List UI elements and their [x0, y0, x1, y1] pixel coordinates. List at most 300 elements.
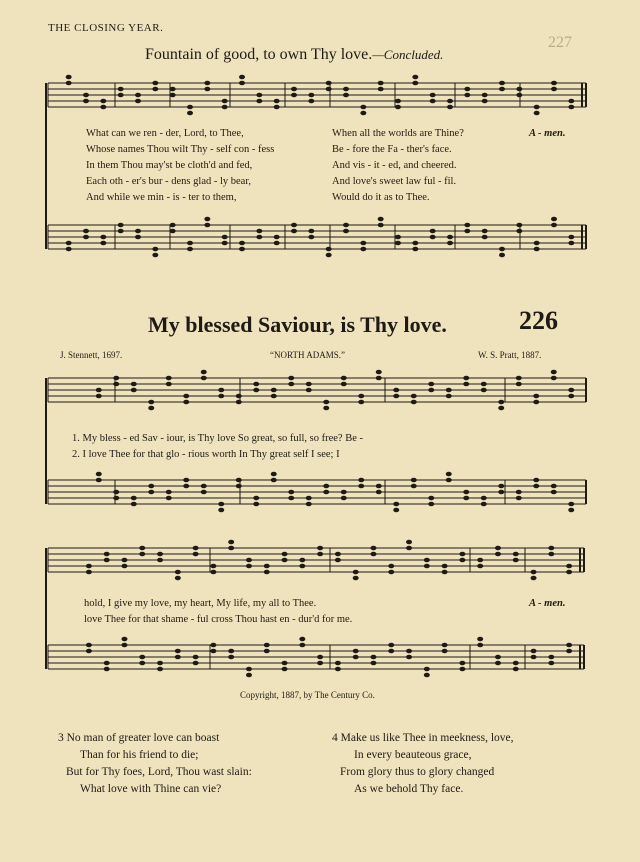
note-head [121, 637, 127, 642]
note-head [358, 478, 364, 483]
note-head [566, 564, 572, 569]
note-head [96, 478, 102, 483]
note-head [291, 87, 297, 92]
note-head [388, 570, 394, 575]
note-head [86, 643, 92, 648]
note-head [308, 229, 314, 234]
note-head [291, 229, 297, 234]
note-head [253, 388, 259, 393]
note-head [183, 484, 189, 489]
note-head [193, 546, 199, 551]
note-head [430, 93, 436, 98]
note-head [370, 661, 376, 666]
hymn1-lyric-line-1 [86, 128, 244, 139]
note-head [100, 235, 106, 240]
verse-4-line-2: In every beauteous grace, [354, 749, 472, 761]
note-head [353, 576, 359, 581]
hymn2-lyric-bottom-2: love Thee for that shame - ful cross Thou hast en - dur'd for me. [84, 614, 353, 625]
note-head [446, 394, 452, 399]
note-head [335, 552, 341, 557]
note-head [566, 570, 572, 575]
note-head [291, 223, 297, 228]
note-head [463, 382, 469, 387]
note-head [498, 400, 504, 405]
hymn2-composer: W. S. Pratt, 1887. [478, 350, 542, 360]
note-head [430, 229, 436, 234]
note-head [299, 643, 305, 648]
note-head [152, 253, 158, 258]
note-head [317, 546, 323, 551]
note-head [568, 508, 574, 513]
note-head [222, 99, 228, 104]
hymn2-lyric-top-1: 1. My bless - ed Sav - iour, is Thy love So great, so full, so free? Be - [72, 433, 364, 444]
note-head [317, 552, 323, 557]
verse-4-number: 4 [332, 732, 338, 744]
note-head [406, 546, 412, 551]
note-head [323, 400, 329, 405]
note-head [393, 388, 399, 393]
note-head [516, 490, 522, 495]
note-head [282, 661, 288, 666]
note-head [376, 484, 382, 489]
note-head [148, 490, 154, 495]
note-head [86, 649, 92, 654]
note-head [86, 570, 92, 575]
note-head [131, 388, 137, 393]
note-head [236, 484, 242, 489]
note-head [288, 376, 294, 381]
verse-4-line-3: From glory thus to glory changed [340, 766, 495, 778]
note-head [430, 235, 436, 240]
note-head [104, 667, 110, 672]
note-head [253, 502, 259, 507]
note-head [66, 81, 72, 86]
note-head [482, 93, 488, 98]
note-head [531, 649, 537, 654]
note-head [210, 564, 216, 569]
note-head [482, 99, 488, 104]
note-head [175, 570, 181, 575]
note-head [118, 87, 124, 92]
note-head [395, 99, 401, 104]
note-head [411, 400, 417, 405]
note-head [187, 241, 193, 246]
hymn1-l1a: What can we ren - der, Lord, to Thee, [86, 128, 244, 139]
note-head [100, 105, 106, 110]
note-head [222, 105, 228, 110]
note-head [288, 490, 294, 495]
note-head [498, 490, 504, 495]
note-head [513, 558, 519, 563]
note-head [551, 87, 557, 92]
note-head [239, 75, 245, 80]
note-head [412, 247, 418, 252]
note-head [495, 661, 501, 666]
note-head [459, 661, 465, 666]
note-head [481, 382, 487, 387]
note-head [204, 87, 210, 92]
note-head [378, 223, 384, 228]
note-head [446, 472, 452, 477]
note-head [353, 649, 359, 654]
note-head [323, 490, 329, 495]
note-head [446, 388, 452, 393]
note-head [228, 649, 234, 654]
note-head [121, 643, 127, 648]
note-head [341, 490, 347, 495]
note-head [256, 235, 262, 240]
note-head [210, 570, 216, 575]
note-head [236, 400, 242, 405]
note-head [447, 241, 453, 246]
note-head [464, 87, 470, 92]
note-head [533, 394, 539, 399]
note-head [131, 382, 137, 387]
note-head [534, 105, 540, 110]
note-head [135, 229, 141, 234]
note-head [463, 490, 469, 495]
note-head [533, 484, 539, 489]
note-head [360, 105, 366, 110]
note-head [412, 81, 418, 86]
note-head [335, 661, 341, 666]
note-head [360, 247, 366, 252]
note-head [157, 552, 163, 557]
note-head [121, 558, 127, 563]
hymn1-l5a: And while we min - is - ter to them, [86, 192, 237, 203]
note-head [343, 223, 349, 228]
note-head [113, 382, 119, 387]
note-head [201, 370, 207, 375]
note-head [306, 388, 312, 393]
note-head [566, 649, 572, 654]
note-head [376, 370, 382, 375]
note-head [516, 376, 522, 381]
note-head [534, 111, 540, 116]
note-head [551, 217, 557, 222]
note-head [291, 93, 297, 98]
note-head [428, 502, 434, 507]
note-head [306, 496, 312, 501]
note-head [406, 540, 412, 545]
note-head [360, 241, 366, 246]
note-head [187, 111, 193, 116]
note-head [424, 558, 430, 563]
hymn2-author: J. Stennett, 1697. [60, 350, 123, 360]
note-head [152, 87, 158, 92]
note-head [551, 370, 557, 375]
note-head [482, 235, 488, 240]
note-head [442, 570, 448, 575]
note-head [201, 490, 207, 495]
note-head [428, 496, 434, 501]
note-head [148, 400, 154, 405]
note-head [459, 558, 465, 563]
verse-3 [58, 730, 252, 798]
note-head [343, 229, 349, 234]
note-head [201, 484, 207, 489]
verse-4-line-1: Make us like Thee in meekness, love, [340, 732, 514, 744]
note-head [568, 105, 574, 110]
note-head [204, 223, 210, 228]
note-head [157, 667, 163, 672]
note-head [282, 552, 288, 557]
note-head [495, 546, 501, 551]
note-head [201, 376, 207, 381]
note-head [274, 235, 280, 240]
note-head [358, 400, 364, 405]
note-head [288, 382, 294, 387]
note-head [411, 478, 417, 483]
note-head [288, 496, 294, 501]
hymn1-lyric-line-5 [86, 192, 236, 203]
note-head [343, 93, 349, 98]
note-head [531, 570, 537, 575]
note-head [166, 376, 172, 381]
note-head [299, 637, 305, 642]
note-head [228, 540, 234, 545]
note-head [253, 382, 259, 387]
note-head [335, 558, 341, 563]
note-head [568, 99, 574, 104]
note-head [139, 546, 145, 551]
verse-3-line-1: No man of greater love can boast [66, 732, 220, 744]
note-head [548, 655, 554, 660]
note-head [271, 478, 277, 483]
note-head [246, 564, 252, 569]
note-head [274, 99, 280, 104]
note-head [424, 667, 430, 672]
note-head [464, 93, 470, 98]
note-head [370, 552, 376, 557]
note-head [464, 229, 470, 234]
note-head [175, 576, 181, 581]
note-head [323, 406, 329, 411]
note-head [135, 93, 141, 98]
note-head [326, 247, 332, 252]
note-head [568, 388, 574, 393]
note-head [393, 508, 399, 513]
note-head [463, 376, 469, 381]
note-head [100, 241, 106, 246]
note-head [271, 472, 277, 477]
hymn1-lyric-line-2 [86, 144, 274, 155]
note-head [551, 223, 557, 228]
note-head [96, 388, 102, 393]
note-head [104, 558, 110, 563]
note-head [341, 376, 347, 381]
note-head [516, 223, 522, 228]
hymn2-number: 226 [519, 306, 558, 335]
note-head [568, 394, 574, 399]
note-head [83, 235, 89, 240]
note-head [246, 558, 252, 563]
note-head [477, 637, 483, 642]
note-head [118, 93, 124, 98]
note-head [299, 564, 305, 569]
note-head [239, 247, 245, 252]
note-head [411, 484, 417, 489]
note-head [341, 496, 347, 501]
note-head [104, 552, 110, 557]
note-head [412, 241, 418, 246]
note-head [152, 247, 158, 252]
note-head [66, 241, 72, 246]
note-head [358, 484, 364, 489]
note-head [395, 105, 401, 110]
note-head [533, 400, 539, 405]
note-head [96, 394, 102, 399]
hymn1-title-suffix: —Concluded. [372, 47, 444, 62]
note-head [568, 241, 574, 246]
note-head [551, 490, 557, 495]
hymn2-lyric-bottom-1: hold, I give my love, my heart, My life, my all to Thee. [84, 598, 317, 609]
note-head [306, 502, 312, 507]
note-head [459, 552, 465, 557]
hymn1-l2b: Be - fore the Fa - ther's face. [332, 144, 452, 155]
note-head [442, 643, 448, 648]
note-head [170, 229, 176, 234]
note-head [86, 564, 92, 569]
note-head [236, 394, 242, 399]
note-head [393, 502, 399, 507]
note-head [113, 376, 119, 381]
note-head [459, 667, 465, 672]
note-head [326, 87, 332, 92]
note-head [551, 376, 557, 381]
verse-3-line-4: What love with Thine can vie? [80, 783, 222, 795]
note-head [218, 394, 224, 399]
note-head [376, 490, 382, 495]
hymn1-l4b: And love's sweet law ful - fil. [332, 176, 457, 187]
note-head [499, 247, 505, 252]
note-head [326, 81, 332, 86]
note-head [323, 484, 329, 489]
note-head [210, 649, 216, 654]
note-head [222, 235, 228, 240]
note-head [463, 496, 469, 501]
note-head [428, 382, 434, 387]
note-head [271, 388, 277, 393]
note-head [370, 546, 376, 551]
note-head [183, 400, 189, 405]
note-head [481, 502, 487, 507]
note-head [548, 552, 554, 557]
note-head [317, 661, 323, 666]
note-head [498, 406, 504, 411]
hymn1-l2a: Whose names Thou wilt Thy - self con - fess [86, 144, 275, 155]
note-head [477, 643, 483, 648]
note-head [513, 552, 519, 557]
note-head [566, 643, 572, 648]
note-head [411, 394, 417, 399]
note-head [308, 93, 314, 98]
hymn1-title-text: Fountain of good, to own Thy love. [145, 46, 373, 63]
note-head [534, 247, 540, 252]
note-head [499, 253, 505, 258]
note-head [495, 552, 501, 557]
hymn1-l3a: In them Thou may'st be cloth'd and fed, [86, 160, 253, 171]
note-head [442, 649, 448, 654]
hymn1-l5b: Would do it as to Thee. [332, 192, 430, 203]
running-header: THE CLOSING YEAR. [48, 22, 164, 34]
note-head [204, 217, 210, 222]
hymn2-title: My blessed Saviour, is Thy love. [148, 312, 447, 337]
note-head [395, 235, 401, 240]
note-head [388, 564, 394, 569]
note-head [388, 649, 394, 654]
note-head [83, 229, 89, 234]
note-head [531, 655, 537, 660]
note-head [498, 484, 504, 489]
note-head [256, 99, 262, 104]
note-head [228, 546, 234, 551]
hymn1-lyric-line-4 [86, 176, 251, 187]
note-head [513, 661, 519, 666]
note-head [499, 87, 505, 92]
note-head [236, 478, 242, 483]
note-head [175, 655, 181, 660]
note-head [317, 655, 323, 660]
note-head [104, 661, 110, 666]
note-head [358, 394, 364, 399]
note-head [239, 81, 245, 86]
verse-4 [332, 730, 514, 798]
note-head [148, 484, 154, 489]
hymn1-l4a: Each oth - er's bur - dens glad - ly bear, [86, 176, 252, 187]
note-head [193, 552, 199, 557]
verse-4-line-4: As we behold Thy face. [354, 783, 464, 795]
note-head [274, 241, 280, 246]
note-head [306, 382, 312, 387]
verse-3-number: 3 [58, 732, 64, 744]
note-head [353, 655, 359, 660]
note-head [170, 93, 176, 98]
note-head [531, 576, 537, 581]
note-head [442, 564, 448, 569]
note-head [499, 81, 505, 86]
note-head [299, 558, 305, 563]
note-head [170, 87, 176, 92]
note-head [516, 382, 522, 387]
note-head [218, 502, 224, 507]
note-head [139, 661, 145, 666]
note-head [83, 93, 89, 98]
note-head [341, 382, 347, 387]
note-head [370, 655, 376, 660]
note-head [170, 223, 176, 228]
note-head [378, 81, 384, 86]
note-head [282, 558, 288, 563]
note-head [447, 105, 453, 110]
note-head [376, 376, 382, 381]
note-head [166, 382, 172, 387]
note-head [308, 99, 314, 104]
note-head [193, 655, 199, 660]
note-head [395, 241, 401, 246]
note-head [428, 388, 434, 393]
note-head [264, 570, 270, 575]
note-head [430, 99, 436, 104]
note-head [548, 661, 554, 666]
note-head [568, 235, 574, 240]
note-head [406, 649, 412, 654]
note-head [481, 388, 487, 393]
note-head [406, 655, 412, 660]
note-head [424, 673, 430, 678]
note-head [118, 223, 124, 228]
note-head [166, 490, 172, 495]
